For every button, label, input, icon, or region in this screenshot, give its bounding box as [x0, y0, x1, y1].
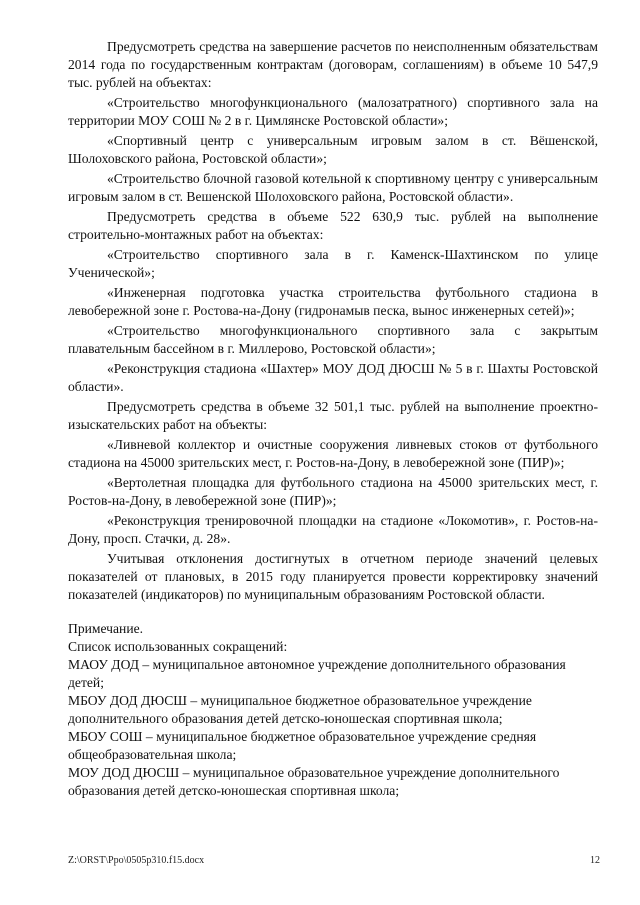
- paragraph: Предусмотреть средства в объеме 522 630,9 тыс. рублей на выполнение строительно-монтажных работ на объектах:: [68, 209, 598, 242]
- paragraph: «Строительство блочной газовой котельной к спортивному центру с универсальным игровым залом в ст. Вешенской Шолоховского района, Ростовской области».: [68, 171, 598, 204]
- paragraph: «Вертолетная площадка для футбольного стадиона на 45000 зрительских мест, г. Ростов-на-Дону, в левобережной зоне (ПИР)»;: [68, 475, 598, 508]
- paragraph: «Строительство спортивного зала в г. Каменск-Шахтинском по улице Ученической»;: [68, 247, 598, 280]
- paragraph: «Реконструкция тренировочной площадки на стадионе «Локомотив», г. Ростов-на-Дону, просп. Стачки, д. 28».: [68, 513, 598, 546]
- file-path: Z:\ORST\Ppo\0505p310.f15.docx: [68, 855, 205, 866]
- page-number: 12: [590, 855, 600, 866]
- abbreviation-item: МАОУ ДОД – муниципальное автономное учреждение дополнительного образования детей;: [68, 657, 566, 690]
- paragraph: «Строительство многофункционального (малозатратного) спортивного зала на территории МОУ СОШ № 2 в г. Цимлянске Ростовской области»;: [68, 95, 598, 128]
- abbreviations-title: Список использованных сокращений:: [68, 639, 288, 654]
- paragraph: «Строительство многофункционального спортивного зала с закрытым плавательным бассейном в г. Миллерово, Ростовской области»;: [68, 323, 598, 356]
- spacer: [68, 606, 598, 620]
- paragraph: «Реконструкция стадиона «Шахтер» МОУ ДОД ДЮСШ № 5 в г. Шахты Ростовской области».: [68, 361, 598, 394]
- paragraph: «Спортивный центр с универсальным игровым залом в ст. Вёшенской, Шолоховского района, Ростовской области»;: [68, 133, 598, 166]
- paragraph: Предусмотреть средства в объеме 32 501,1 тыс. рублей на выполнение проектно-изыскательских работ на объекты:: [68, 399, 598, 432]
- paragraph: «Инженерная подготовка участка строительства футбольного стадиона в левобережной зоне г. Ростова-на-Дону (гидронамыв песка, вынос инженерных сетей)»;: [68, 285, 598, 318]
- document-page: [68, 38, 598, 800]
- paragraph: «Ливневой коллектор и очистные сооружения ливневых стоков от футбольного стадиона на 45000 зрительских мест, г. Ростов-на-Дону, в левобережной зоне (ПИР)»;: [68, 437, 598, 470]
- abbreviation-item: МБОУ СОШ – муниципальное бюджетное образовательное учреждение средняя общеобразовательная школа;: [68, 729, 537, 762]
- paragraph: Предусмотреть средства на завершение расчетов по неисполненным обязательствам 2014 года по государственным контрактам (договорам, соглашениям) в объеме 10 547,9 тыс. рублей на объектах:: [68, 39, 598, 90]
- abbreviation-item: МБОУ ДОД ДЮСШ – муниципальное бюджетное образовательное учреждение дополнительного образования детей детско-юношеская спортивная школа;: [68, 693, 532, 726]
- page-footer: [68, 855, 600, 866]
- note-title: Примечание.: [68, 621, 144, 636]
- paragraph: Учитывая отклонения достигнутых в отчетном периоде значений целевых показателей от плановых, в 2015 году планируется провести корректировку значений показателей (индикаторов) по муниципальным образованиям Ростовской области.: [68, 551, 598, 602]
- abbreviation-item: МОУ ДОД ДЮСШ – муниципальное образовательное учреждение дополнительного образования детей детско-юношеская спортивная школа;: [68, 765, 560, 798]
